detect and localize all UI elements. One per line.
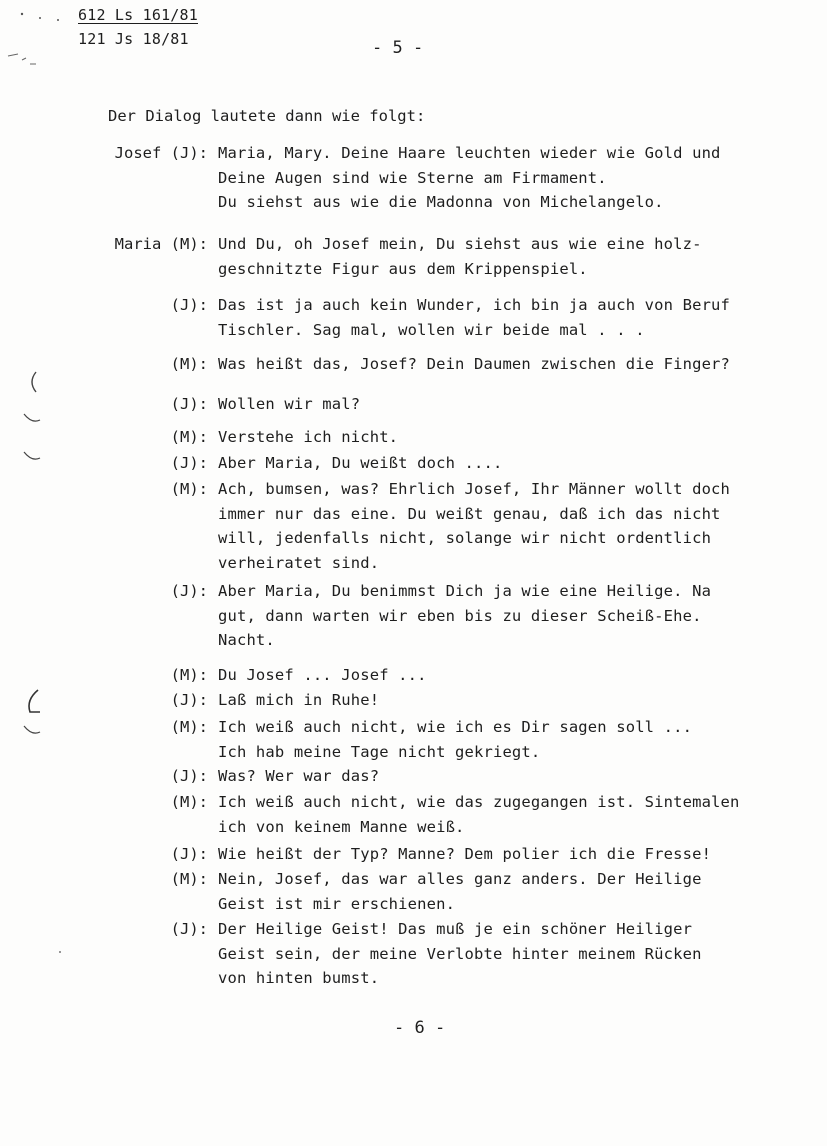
- dialog-line: Verstehe ich nicht.: [218, 428, 399, 446]
- dialog-line: Ich weiß auch nicht, wie das zugegangen ist. Sintemalen: [218, 793, 740, 811]
- dialog-line: Aber Maria, Du benimmst Dich ja wie eine Heilige. Na: [218, 582, 712, 600]
- speaker-label: (J):: [170, 920, 208, 938]
- intro-line: Der Dialog lautete dann wie folgt:: [108, 107, 426, 125]
- dialog-line: Geist sein, der meine Verlobte hinter meinem Rücken: [218, 944, 702, 963]
- speaker-label: Maria (M):: [114, 235, 208, 253]
- speaker-label: (M):: [170, 428, 208, 446]
- speaker-label: Josef (J):: [114, 144, 208, 162]
- speaker-label: (M):: [170, 718, 208, 736]
- dialog-line: Du siehst aus wie die Madonna von Michelangelo.: [218, 193, 664, 211]
- dialog-line: Ach, bumsen, was? Ehrlich Josef, Ihr Männer wollt doch: [218, 480, 731, 498]
- speaker-label: (M):: [170, 480, 208, 498]
- dialog-line: Du Josef ... Josef ...: [218, 666, 427, 684]
- dialog-line: Laß mich in Ruhe!: [218, 691, 380, 709]
- dialog-line: Nein, Josef, das war alles ganz anders. Der Heilige: [218, 870, 702, 888]
- case-reference-1: 612 Ls 161/81: [78, 6, 198, 24]
- dialog-line: verheiratet sind.: [218, 553, 380, 572]
- dialog-line: Ich weiß auch nicht, wie ich es Dir sagen soll ...: [218, 718, 693, 736]
- dialog-line: immer nur das eine. Du weißt genau, daß ich das nicht: [218, 504, 721, 523]
- speaker-label: (J):: [170, 296, 208, 314]
- speaker-label: (J):: [170, 582, 208, 600]
- dialog-line: Und Du, oh Josef mein, Du siehst aus wie eine holz-: [218, 235, 702, 253]
- dialog-line: gut, dann warten wir eben bis zu dieser Scheiß-Ehe.: [218, 606, 702, 625]
- speaker-label: (J):: [170, 395, 208, 413]
- dialog-line: ich von keinem Manne weiß.: [218, 817, 465, 836]
- case-reference-2: 121 Js 18/81: [78, 30, 189, 48]
- speaker-label: (J):: [170, 767, 208, 785]
- dialog-line: Geist ist mir erschienen.: [218, 894, 456, 913]
- dialog-line: Nacht.: [218, 631, 275, 649]
- speaker-label: (M):: [170, 666, 208, 684]
- dialog-line: geschnitzte Figur aus dem Krippenspiel.: [218, 259, 588, 278]
- speaker-label: (J):: [170, 691, 208, 709]
- dialog-line: will, jedenfalls nicht, solange wir nicht ordentlich: [218, 529, 712, 547]
- dialog-line: Was heißt das, Josef? Dein Daumen zwischen die Finger?: [218, 355, 731, 373]
- page-number-bottom: - 6 -: [394, 1018, 446, 1038]
- page-number-top: - 5 -: [372, 38, 424, 58]
- dialog-line: Deine Augen sind wie Sterne am Firmament.: [218, 168, 607, 187]
- speaker-label: (M):: [170, 870, 208, 888]
- dialog-line: Wollen wir mal?: [218, 395, 361, 413]
- dialog-line: Wie heißt der Typ? Manne? Dem polier ich die Fresse!: [218, 845, 712, 863]
- dialog-line: von hinten bumst.: [218, 969, 380, 987]
- speaker-label: (J):: [170, 454, 208, 472]
- speaker-label: (M):: [170, 793, 208, 811]
- speaker-label: (M):: [170, 355, 208, 373]
- dialog-line: Der Heilige Geist! Das muß je ein schöner Heiliger: [218, 920, 693, 938]
- dialog-line: Maria, Mary. Deine Haare leuchten wieder wie Gold und: [218, 144, 721, 162]
- dialog-line: Was? Wer war das?: [218, 767, 380, 785]
- speaker-label: (J):: [170, 845, 208, 863]
- dialog-line: Ich hab meine Tage nicht gekriegt.: [218, 742, 541, 761]
- dialog-line: Aber Maria, Du weißt doch ....: [218, 454, 503, 472]
- dialog-line: Das ist ja auch kein Wunder, ich bin ja auch von Beruf: [218, 296, 731, 314]
- dialog-line: Tischler. Sag mal, wollen wir beide mal . . .: [218, 320, 645, 339]
